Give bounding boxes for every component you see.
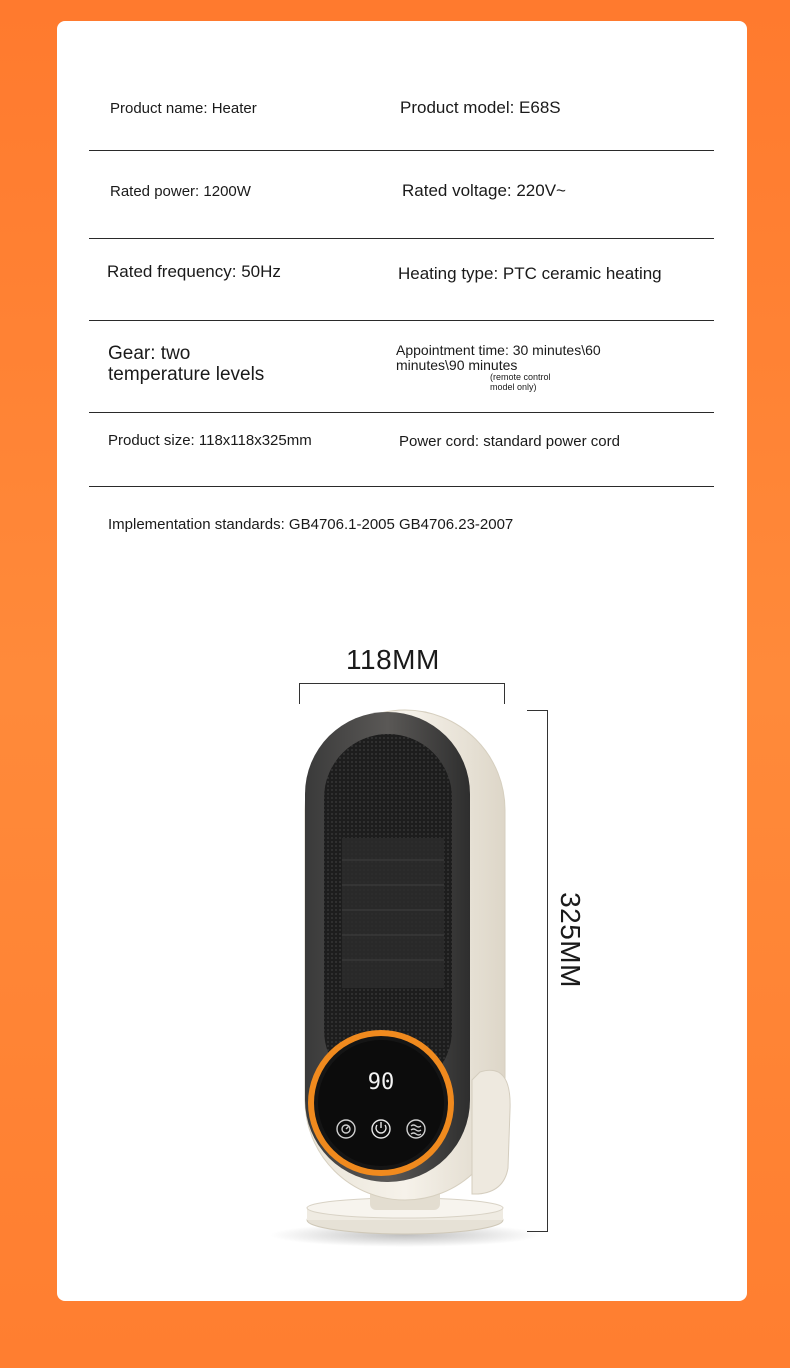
heater-handle [472, 1070, 510, 1194]
spec-appointment-note [490, 372, 551, 392]
spec-appointment-note-line2: model only) [490, 382, 537, 392]
spec-gear-line2: temperature levels [108, 364, 265, 385]
row-divider [89, 486, 714, 487]
spec-appointment [396, 343, 601, 373]
row-divider [89, 150, 714, 151]
spec-gear [108, 343, 264, 385]
row-divider [89, 412, 714, 413]
spec-product-model: Product model: E68S [400, 98, 561, 117]
width-dimension-label: 118MM [346, 644, 440, 675]
spec-rated-frequency: Rated frequency: 50Hz [107, 262, 281, 281]
spec-appointment-note-line1: (remote control [490, 372, 551, 382]
spec-product-name: Product name: Heater [110, 100, 257, 117]
spec-product-size: Product size: 118x118x325mm [108, 432, 312, 449]
spec-gear-line1: Gear: two [108, 343, 191, 364]
height-dimension-label: 325MM [555, 892, 586, 988]
spec-power-cord: Power cord: standard power cord [399, 433, 620, 450]
spec-heating-type: Heating type: PTC ceramic heating [398, 264, 662, 283]
display-value: 90 [367, 1070, 395, 1095]
spec-rated-voltage: Rated voltage: 220V~ [402, 181, 566, 200]
spec-appointment-line1: Appointment time: 30 minutes\60 [396, 342, 601, 358]
spec-appointment-line2: minutes\90 minutes [396, 357, 518, 373]
spec-standards: Implementation standards: GB4706.1-2005 GB4706.23-2007 [108, 516, 514, 533]
spec-rated-power: Rated power: 1200W [110, 183, 251, 200]
row-divider [89, 238, 714, 239]
row-divider [89, 320, 714, 321]
heater-illustration [250, 700, 540, 1260]
